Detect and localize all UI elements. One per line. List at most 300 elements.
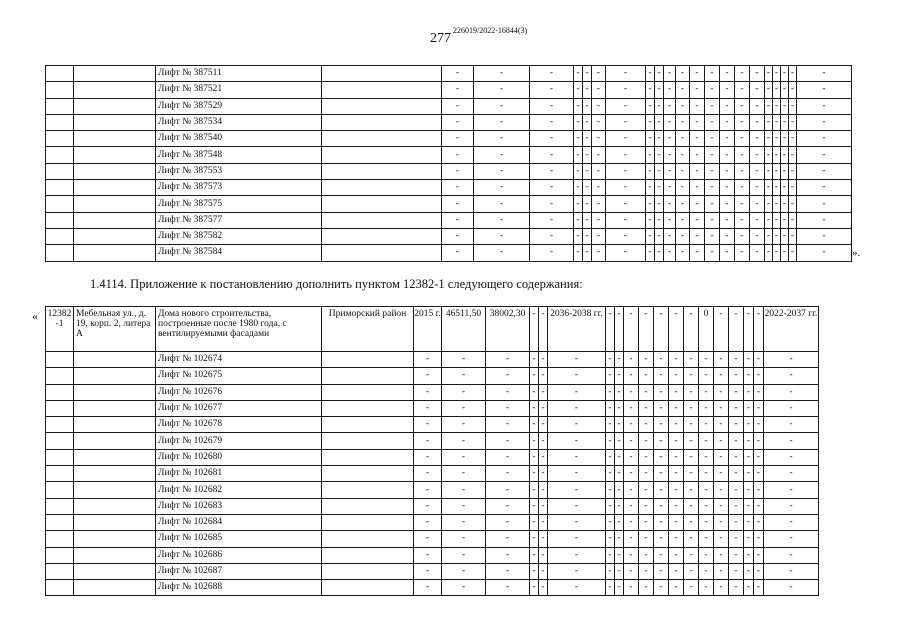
dash-cell: - (669, 384, 684, 400)
elevator-row (46, 368, 819, 384)
dash-cell: - (654, 580, 669, 596)
dash-cell: - (676, 82, 690, 98)
dash-cell: - (699, 482, 714, 498)
empty-cell (74, 131, 156, 147)
dash-cell: - (606, 563, 615, 579)
empty-cell (46, 131, 74, 147)
dash-cell: - (744, 514, 754, 530)
dash-cell: - (615, 384, 624, 400)
dash-cell: - (442, 245, 474, 261)
dash-cell: - (624, 563, 639, 579)
dash-cell: - (664, 212, 676, 228)
dash-cell: - (442, 482, 486, 498)
elevator-row (46, 498, 819, 514)
dash-cell: - (592, 180, 606, 196)
dash-cell: - (654, 466, 669, 482)
dash-cell: - (548, 547, 606, 563)
entry-cell-empty: - (754, 307, 764, 352)
dash-cell: - (764, 449, 819, 465)
dash-cell: - (442, 66, 474, 82)
dash-cell: - (539, 531, 548, 547)
dash-cell: - (606, 66, 646, 82)
dash-cell: - (669, 352, 684, 368)
dash-cell: - (676, 98, 690, 114)
empty-cell (74, 180, 156, 196)
dash-cell: - (684, 368, 699, 384)
empty-cell (74, 384, 156, 400)
dash-cell: - (624, 498, 639, 514)
dash-cell: - (530, 196, 574, 212)
dash-cell: - (646, 131, 655, 147)
dash-cell: - (574, 66, 583, 82)
elevator-table-new-entry (45, 306, 819, 596)
dash-cell: - (530, 563, 539, 579)
dash-cell: - (606, 368, 615, 384)
empty-cell (74, 466, 156, 482)
dash-cell: - (655, 245, 664, 261)
dash-cell: - (684, 352, 699, 368)
dash-cell: - (539, 449, 548, 465)
empty-cell (74, 82, 156, 98)
dash-cell: - (486, 482, 530, 498)
dash-cell: - (720, 228, 735, 244)
dash-cell: - (414, 482, 442, 498)
opening-quote: « (32, 309, 38, 323)
dash-cell: - (754, 352, 764, 368)
dash-cell: - (646, 66, 655, 82)
dash-cell: - (765, 163, 773, 179)
dash-cell: - (669, 580, 684, 596)
dash-cell: - (764, 498, 819, 514)
closing-quote: ». (852, 247, 861, 259)
entry-cell-empty: - (744, 307, 754, 352)
dash-cell: - (781, 163, 789, 179)
dash-cell: - (735, 228, 750, 244)
empty-cell (74, 352, 156, 368)
dash-cell: - (414, 433, 442, 449)
dash-cell: - (639, 514, 654, 530)
dash-cell: - (754, 433, 764, 449)
dash-cell: - (639, 449, 654, 465)
dash-cell: - (676, 196, 690, 212)
elevator-row (46, 180, 852, 196)
dash-cell: - (744, 368, 754, 384)
dash-cell: - (574, 131, 583, 147)
dash-cell: - (615, 514, 624, 530)
elevator-row (46, 449, 819, 465)
dash-cell: - (789, 245, 797, 261)
dash-cell: - (684, 417, 699, 433)
dash-cell: - (690, 245, 705, 261)
dash-cell: - (735, 212, 750, 228)
empty-cell (322, 384, 414, 400)
elevator-row (46, 466, 819, 482)
empty-cell (322, 180, 442, 196)
empty-cell (46, 449, 74, 465)
dash-cell: - (765, 147, 773, 163)
dash-cell: - (592, 98, 606, 114)
dash-cell: - (539, 352, 548, 368)
dash-cell: - (646, 82, 655, 98)
entry-building-type: Дома нового строительства, построенные после 1980 года, с вентилируемыми фасадами (156, 307, 322, 352)
empty-cell (322, 514, 414, 530)
dash-cell: - (530, 212, 574, 228)
dash-cell: - (548, 417, 606, 433)
dash-cell: - (669, 514, 684, 530)
elevator-table-continued (45, 65, 852, 262)
dash-cell: - (754, 449, 764, 465)
dash-cell: - (530, 580, 539, 596)
dash-cell: - (764, 466, 819, 482)
dash-cell: - (764, 482, 819, 498)
dash-cell: - (639, 352, 654, 368)
dash-cell: - (486, 580, 530, 596)
empty-cell (322, 98, 442, 114)
dash-cell: - (615, 466, 624, 482)
dash-cell: - (606, 547, 615, 563)
dash-cell: - (442, 514, 486, 530)
dash-cell: - (705, 66, 720, 82)
dash-cell: - (765, 66, 773, 82)
empty-cell (46, 352, 74, 368)
dash-cell: - (789, 228, 797, 244)
elevator-name: Лифт № 102681 (156, 466, 322, 482)
empty-cell (322, 245, 442, 261)
dash-cell: - (664, 98, 676, 114)
dash-cell: - (699, 514, 714, 530)
empty-cell (74, 368, 156, 384)
dash-cell: - (655, 228, 664, 244)
dash-cell: - (474, 228, 530, 244)
dash-cell: - (442, 82, 474, 98)
dash-cell: - (676, 114, 690, 130)
dash-cell: - (750, 114, 765, 130)
dash-cell: - (764, 563, 819, 579)
dash-cell: - (624, 514, 639, 530)
empty-cell (322, 147, 442, 163)
dash-cell: - (690, 180, 705, 196)
dash-cell: - (486, 400, 530, 416)
dash-cell: - (765, 98, 773, 114)
dash-cell: - (592, 147, 606, 163)
entry-cell-empty: - (615, 307, 624, 352)
dash-cell: - (773, 98, 781, 114)
dash-cell: - (574, 180, 583, 196)
dash-cell: - (705, 228, 720, 244)
dash-cell: - (690, 114, 705, 130)
dash-cell: - (606, 417, 615, 433)
dash-cell: - (646, 180, 655, 196)
dash-cell: - (750, 180, 765, 196)
dash-cell: - (773, 228, 781, 244)
entry-number: 12382 -1 (46, 307, 74, 352)
dash-cell: - (548, 433, 606, 449)
dash-cell: - (530, 400, 539, 416)
dash-cell: - (664, 245, 676, 261)
dash-cell: - (781, 245, 789, 261)
dash-cell: - (624, 368, 639, 384)
dash-cell: - (729, 514, 744, 530)
empty-cell (322, 433, 414, 449)
dash-cell: - (442, 433, 486, 449)
dash-cell: - (744, 384, 754, 400)
dash-cell: - (548, 368, 606, 384)
dash-cell: - (699, 400, 714, 416)
empty-cell (46, 531, 74, 547)
dash-cell: - (606, 163, 646, 179)
dash-cell: - (530, 384, 539, 400)
dash-cell: - (669, 482, 684, 498)
elevator-name: Лифт № 387582 (156, 228, 322, 244)
empty-cell (322, 498, 414, 514)
dash-cell: - (781, 66, 789, 82)
dash-cell: - (548, 352, 606, 368)
dash-cell: - (754, 547, 764, 563)
dash-cell: - (699, 352, 714, 368)
dash-cell: - (574, 147, 583, 163)
dash-cell: - (583, 212, 592, 228)
dash-cell: - (646, 245, 655, 261)
dash-cell: - (729, 417, 744, 433)
dash-cell: - (574, 228, 583, 244)
dash-cell: - (676, 131, 690, 147)
empty-cell (46, 384, 74, 400)
dash-cell: - (442, 498, 486, 514)
dash-cell: - (474, 196, 530, 212)
dash-cell: - (615, 580, 624, 596)
dash-cell: - (615, 352, 624, 368)
empty-cell (46, 563, 74, 579)
dash-cell: - (714, 368, 729, 384)
dash-cell: - (583, 82, 592, 98)
dash-cell: - (486, 368, 530, 384)
dash-cell: - (789, 66, 797, 82)
document-code: 226019/2022-16844(3) (453, 26, 528, 35)
dash-cell: - (705, 114, 720, 130)
entry-cell-empty: - (714, 307, 729, 352)
dash-cell: - (530, 163, 574, 179)
elevator-row (46, 580, 819, 596)
dash-cell: - (714, 352, 729, 368)
dash-cell: - (789, 212, 797, 228)
dash-cell: - (414, 531, 442, 547)
dash-cell: - (764, 531, 819, 547)
dash-cell: - (684, 466, 699, 482)
dash-cell: - (414, 417, 442, 433)
dash-cell: - (669, 400, 684, 416)
dash-cell: - (789, 147, 797, 163)
dash-cell: - (655, 82, 664, 98)
dash-cell: - (676, 212, 690, 228)
empty-cell (74, 547, 156, 563)
dash-cell: - (750, 82, 765, 98)
dash-cell: - (744, 563, 754, 579)
dash-cell: - (548, 514, 606, 530)
dash-cell: - (676, 163, 690, 179)
elevator-name: Лифт № 102676 (156, 384, 322, 400)
elevator-name: Лифт № 387540 (156, 131, 322, 147)
dash-cell: - (765, 212, 773, 228)
dash-cell: - (773, 82, 781, 98)
dash-cell: - (754, 384, 764, 400)
dash-cell: - (684, 433, 699, 449)
dash-cell: - (684, 498, 699, 514)
dash-cell: - (735, 147, 750, 163)
dash-cell: - (655, 114, 664, 130)
empty-cell (74, 498, 156, 514)
entry-cell-empty: - (530, 307, 539, 352)
dash-cell: - (720, 180, 735, 196)
dash-cell: - (606, 131, 646, 147)
dash-cell: - (765, 180, 773, 196)
dash-cell: - (705, 212, 720, 228)
empty-cell (322, 196, 442, 212)
dash-cell: - (530, 98, 574, 114)
dash-cell: - (684, 580, 699, 596)
dash-cell: - (705, 131, 720, 147)
empty-cell (46, 98, 74, 114)
dash-cell: - (720, 212, 735, 228)
dash-cell: - (690, 147, 705, 163)
dash-cell: - (720, 82, 735, 98)
dash-cell: - (646, 212, 655, 228)
dash-cell: - (539, 417, 548, 433)
dash-cell: - (442, 580, 486, 596)
dash-cell: - (744, 547, 754, 563)
dash-cell: - (720, 147, 735, 163)
dash-cell: - (615, 449, 624, 465)
dash-cell: - (690, 212, 705, 228)
dash-cell: - (442, 368, 486, 384)
elevator-name: Лифт № 102687 (156, 563, 322, 579)
entry-period-1: 2036-2038 гг. (548, 307, 606, 352)
dash-cell: - (764, 433, 819, 449)
dash-cell: - (639, 498, 654, 514)
dash-cell: - (714, 449, 729, 465)
dash-cell: - (705, 163, 720, 179)
dash-cell: - (530, 498, 539, 514)
dash-cell: - (754, 580, 764, 596)
elevator-row (46, 352, 819, 368)
dash-cell: - (699, 417, 714, 433)
dash-cell: - (676, 228, 690, 244)
dash-cell: - (639, 400, 654, 416)
empty-cell (322, 131, 442, 147)
empty-cell (46, 400, 74, 416)
dash-cell: - (714, 400, 729, 416)
dash-cell: - (735, 98, 750, 114)
dash-cell: - (669, 368, 684, 384)
dash-cell: - (765, 114, 773, 130)
empty-cell (322, 114, 442, 130)
dash-cell: - (486, 514, 530, 530)
dash-cell: - (442, 466, 486, 482)
entry-header-row (46, 307, 819, 352)
dash-cell: - (606, 498, 615, 514)
dash-cell: - (764, 368, 819, 384)
empty-cell (46, 482, 74, 498)
dash-cell: - (714, 417, 729, 433)
dash-cell: - (720, 66, 735, 82)
dash-cell: - (639, 482, 654, 498)
dash-cell: - (414, 400, 442, 416)
dash-cell: - (474, 212, 530, 228)
dash-cell: - (729, 384, 744, 400)
dash-cell: - (684, 449, 699, 465)
dash-cell: - (442, 196, 474, 212)
dash-cell: - (714, 384, 729, 400)
dash-cell: - (592, 163, 606, 179)
entry-cell-empty: - (669, 307, 684, 352)
dash-cell: - (414, 580, 442, 596)
empty-cell (74, 417, 156, 433)
dash-cell: - (592, 66, 606, 82)
dash-cell: - (720, 196, 735, 212)
dash-cell: - (729, 433, 744, 449)
dash-cell: - (474, 98, 530, 114)
dash-cell: - (750, 245, 765, 261)
dash-cell: - (781, 212, 789, 228)
empty-cell (74, 196, 156, 212)
empty-cell (74, 98, 156, 114)
dash-cell: - (797, 82, 852, 98)
dash-cell: - (684, 482, 699, 498)
dash-cell: - (606, 212, 646, 228)
dash-cell: - (720, 245, 735, 261)
dash-cell: - (486, 498, 530, 514)
dash-cell: - (442, 400, 486, 416)
dash-cell: - (754, 466, 764, 482)
elevator-name: Лифт № 102679 (156, 433, 322, 449)
dash-cell: - (714, 498, 729, 514)
dash-cell: - (744, 352, 754, 368)
dash-cell: - (583, 147, 592, 163)
empty-cell (322, 417, 414, 433)
dash-cell: - (606, 482, 615, 498)
dash-cell: - (744, 482, 754, 498)
dash-cell: - (654, 563, 669, 579)
dash-cell: - (474, 245, 530, 261)
dash-cell: - (773, 147, 781, 163)
dash-cell: - (797, 180, 852, 196)
elevator-row (46, 417, 819, 433)
dash-cell: - (606, 180, 646, 196)
dash-cell: - (729, 449, 744, 465)
dash-cell: - (699, 384, 714, 400)
dash-cell: - (530, 547, 539, 563)
dash-cell: - (765, 196, 773, 212)
dash-cell: - (474, 180, 530, 196)
dash-cell: - (414, 384, 442, 400)
dash-cell: - (714, 466, 729, 482)
empty-cell (74, 66, 156, 82)
dash-cell: - (583, 163, 592, 179)
dash-cell: - (539, 580, 548, 596)
dash-cell: - (754, 514, 764, 530)
entry-zero-value: 0 (699, 307, 714, 352)
dash-cell: - (690, 196, 705, 212)
empty-cell (46, 212, 74, 228)
dash-cell: - (797, 147, 852, 163)
empty-cell (46, 180, 74, 196)
dash-cell: - (606, 580, 615, 596)
dash-cell: - (574, 114, 583, 130)
dash-cell: - (583, 131, 592, 147)
dash-cell: - (530, 352, 539, 368)
dash-cell: - (664, 82, 676, 98)
dash-cell: - (474, 114, 530, 130)
dash-cell: - (606, 98, 646, 114)
